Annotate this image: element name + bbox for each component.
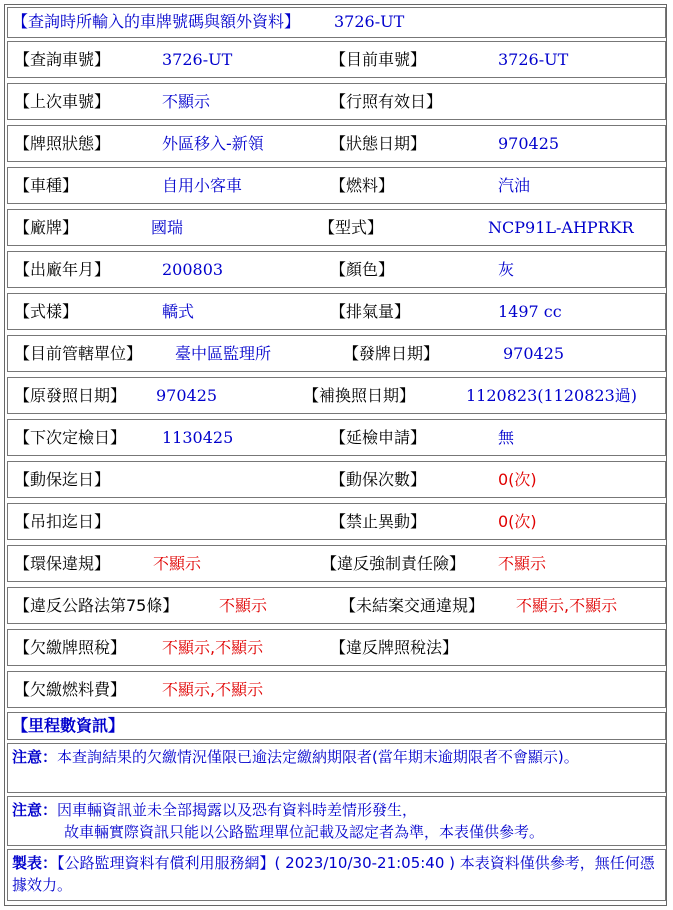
label-next-inspection: 【下次定檢日】 — [14, 428, 127, 447]
value-vehicle-type: 自用小客車 — [162, 176, 243, 195]
label-unresolved-traffic-violation: 【未結案交通違規】 — [340, 596, 485, 615]
row-suspension — [7, 503, 666, 540]
value-environmental-violation: 不顯示 — [153, 554, 202, 573]
note-unpaid — [12, 746, 661, 768]
label-displacement: 【排氣量】 — [330, 302, 411, 321]
label-insurance-violation: 【違反強制責任險】 — [321, 554, 466, 573]
value-issue-date: 970425 — [503, 344, 565, 363]
value-highway-law-violation: 不顯示 — [219, 596, 268, 615]
label-environmental-violation: 【環保違規】 — [14, 554, 111, 573]
value-displacement: 1497 cc — [498, 302, 562, 321]
value-query-plate: 3726-UT — [162, 50, 233, 69]
label-status-date: 【狀態日期】 — [330, 134, 427, 153]
label-previous-plate: 【上次車號】 — [14, 92, 111, 111]
value-unpaid-license-tax: 不顯示,不顯示 — [162, 638, 264, 657]
footer-label: 製表： — [12, 854, 58, 872]
label-brand: 【廠牌】 — [14, 218, 79, 237]
value-transfer-prohibited: 0(次) — [498, 512, 537, 531]
label-query-plate: 【查詢車號】 — [14, 50, 111, 69]
note-unpaid-text: 本查詢結果的欠繳情況僅限已逾法定繳納期限者(當年期末逾期限者不會顯示)。 — [57, 748, 579, 766]
row-original-issue — [7, 377, 666, 414]
value-brand: 國瑞 — [151, 218, 184, 237]
label-body-style: 【式樣】 — [14, 302, 79, 321]
value-body-style: 轎式 — [162, 302, 195, 321]
value-mortgage-count: 0(次) — [498, 470, 537, 489]
value-original-issue-date: 970425 — [156, 386, 218, 405]
value-current-plate: 3726-UT — [498, 50, 569, 69]
query-title-plate: 3726-UT — [334, 12, 405, 31]
note-disclosure-label: 注意： — [12, 801, 58, 819]
footer-row — [7, 849, 666, 901]
label-vehicle-type: 【車種】 — [14, 176, 79, 195]
row-manufacture-date — [7, 251, 666, 288]
note-disclosure-line2: 故車輛實際資訊只能以公路監理單位記載及認定者為準，本表僅供參考。 — [64, 823, 545, 841]
row-fuel-fee — [7, 671, 666, 708]
mileage-row — [7, 712, 666, 740]
label-inspection-extension: 【延檢申請】 — [330, 428, 427, 447]
value-unpaid-fuel-fee: 不顯示,不顯示 — [162, 680, 264, 699]
value-jurisdiction: 臺中區監理所 — [175, 344, 272, 363]
label-current-plate: 【目前車號】 — [330, 50, 427, 69]
row-plate-number — [7, 41, 666, 78]
value-manufacture-date: 200803 — [162, 260, 224, 279]
row-license-tax — [7, 629, 666, 666]
label-suspension-end-date: 【吊扣迄日】 — [14, 512, 111, 531]
label-transfer-prohibited: 【禁止異動】 — [330, 512, 427, 531]
row-inspection — [7, 419, 666, 456]
value-inspection-extension: 無 — [498, 428, 515, 447]
label-issue-date: 【發牌日期】 — [343, 344, 440, 363]
mileage-info-label: 【里程數資訊】 — [12, 716, 125, 735]
note-unpaid-row — [7, 743, 666, 793]
value-model: NCP91L-AHPRKR — [488, 218, 634, 237]
label-reissue-date: 【補換照日期】 — [303, 386, 416, 405]
value-plate-status: 外區移入-新領 — [162, 134, 264, 153]
footer-text: ( 2023/10/30-21:05:40 ) 本表資料僅供參考，無任何憑據效力。 — [12, 854, 655, 894]
footer-note — [12, 852, 661, 896]
query-title-row — [7, 7, 666, 38]
label-plate-status: 【牌照狀態】 — [14, 134, 111, 153]
label-model: 【型式】 — [319, 218, 384, 237]
label-highway-law-violation: 【違反公路法第75條】 — [14, 596, 179, 615]
label-unpaid-fuel-fee: 【欠繳燃料費】 — [14, 680, 127, 699]
value-unresolved-traffic-violation: 不顯示,不顯示 — [516, 596, 618, 615]
label-license-valid-date: 【行照有效日】 — [330, 92, 443, 111]
label-color: 【顏色】 — [330, 260, 395, 279]
row-plate-status — [7, 125, 666, 162]
row-environmental-violation — [7, 545, 666, 582]
note-unpaid-label: 注意： — [12, 748, 58, 766]
value-color: 灰 — [498, 260, 515, 279]
value-insurance-violation: 不顯示 — [498, 554, 547, 573]
value-next-inspection: 1130425 — [162, 428, 234, 447]
row-brand — [7, 209, 666, 246]
label-manufacture-date: 【出廠年月】 — [14, 260, 111, 279]
note-disclosure-line1: 因車輛資訊並未全部揭露以及恐有資料時差情形發生， — [57, 801, 418, 819]
row-chattel-mortgage — [7, 461, 666, 498]
row-jurisdiction — [7, 335, 666, 372]
label-unpaid-license-tax: 【欠繳牌照稅】 — [14, 638, 127, 657]
value-reissue-date: 1120823(1120823過) — [466, 386, 638, 405]
value-status-date: 970425 — [498, 134, 560, 153]
label-jurisdiction: 【目前管轄單位】 — [14, 344, 143, 363]
value-previous-plate: 不顯示 — [162, 92, 211, 111]
row-highway-law — [7, 587, 666, 624]
label-mortgage-end-date: 【動保迄日】 — [14, 470, 111, 489]
row-previous-plate — [7, 83, 666, 120]
note-disclosure — [12, 799, 661, 843]
label-license-tax-violation: 【違反牌照稅法】 — [330, 638, 459, 657]
note-disclosure-row — [7, 796, 666, 846]
label-original-issue-date: 【原發照日期】 — [14, 386, 127, 405]
row-vehicle-type — [7, 167, 666, 204]
row-body-style — [7, 293, 666, 330]
value-fuel: 汽油 — [498, 176, 531, 195]
footer-source: 【公路監理資料有償利用服務網】 — [57, 854, 275, 872]
label-fuel: 【燃料】 — [330, 176, 395, 195]
label-mortgage-count: 【動保次數】 — [330, 470, 427, 489]
query-title-label: 【查詢時所輸入的車牌號碼與額外資料】 — [12, 12, 301, 31]
